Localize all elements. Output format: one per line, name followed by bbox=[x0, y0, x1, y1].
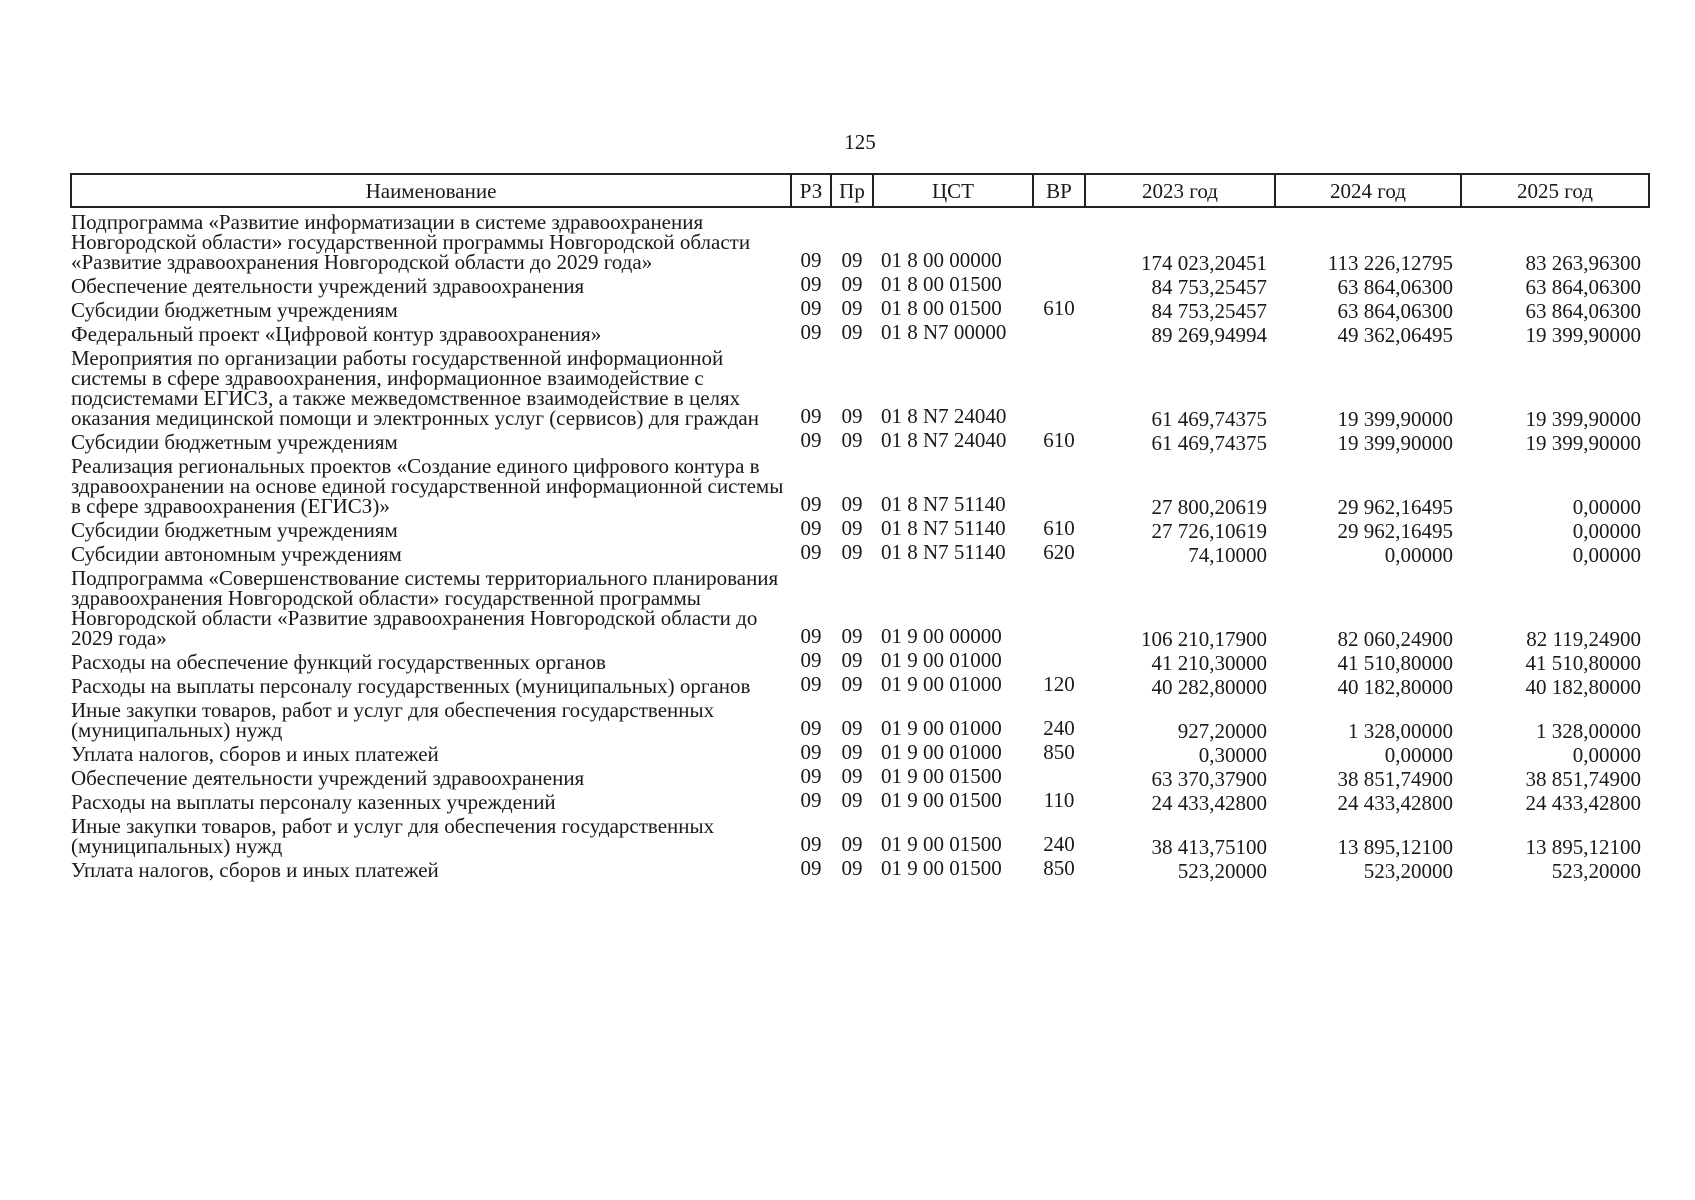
row-2024: 523,20000 bbox=[1363, 859, 1453, 883]
row-vr bbox=[1033, 454, 1085, 518]
row-name: Субсидии бюджетным учреждениям bbox=[71, 430, 398, 454]
row-rz: 09 bbox=[800, 540, 822, 564]
row-2025: 38 851,74900 bbox=[1525, 767, 1641, 791]
row-name: Подпрограмма «Совершенствование системы территориального планирования здравоохранения Новгородской области» государственной программы Новгородской области «Развитие здравоохранения Новгородской области до 2029 года» bbox=[71, 566, 779, 650]
row-cst: 01 9 00 01500 bbox=[881, 832, 1002, 856]
row-2025: 523,20000 bbox=[1551, 859, 1641, 883]
row-vr: 620 bbox=[1043, 540, 1075, 564]
row-2024: 1 328,00000 bbox=[1348, 719, 1453, 743]
table-row bbox=[71, 518, 1649, 542]
row-name: Расходы на обеспечение функций государственных органов bbox=[71, 650, 606, 674]
header-2024: 2024 год bbox=[1275, 174, 1461, 207]
header-2025: 2025 год bbox=[1461, 174, 1649, 207]
row-2025: 0,00000 bbox=[1572, 519, 1641, 543]
table-row bbox=[71, 346, 1649, 430]
row-rz: 09 bbox=[800, 624, 822, 648]
row-2025: 40 182,80000 bbox=[1525, 675, 1641, 699]
row-cst: 01 9 00 01500 bbox=[881, 764, 1002, 788]
row-2025: 41 510,80000 bbox=[1525, 651, 1641, 675]
row-2023: 84 753,25457 bbox=[1151, 275, 1267, 299]
header-rz: РЗ bbox=[791, 174, 831, 207]
row-rz: 09 bbox=[800, 648, 822, 672]
header-name: Наименование bbox=[71, 174, 791, 207]
row-rz: 09 bbox=[800, 296, 822, 320]
row-pr: 09 bbox=[841, 672, 863, 696]
table-row bbox=[71, 858, 1649, 882]
row-2023: 24 433,42800 bbox=[1151, 791, 1267, 815]
table-row bbox=[71, 298, 1649, 322]
row-name: Мероприятия по организации работы государственной информационной системы в сфере здравоохранения, информационное взаимодействие с подсистемами ЕГИСЗ, а также межведомственное взаимодействие в целях оказания медицинской помощи и электронных услуг (сервисов) для граждан bbox=[71, 346, 759, 430]
row-2024: 19 399,90000 bbox=[1337, 407, 1453, 431]
row-2024: 29 962,16495 bbox=[1337, 519, 1453, 543]
row-vr: 240 bbox=[1043, 832, 1075, 856]
row-rz: 09 bbox=[800, 516, 822, 540]
row-vr bbox=[1033, 566, 1085, 650]
header-cst: ЦСТ bbox=[873, 174, 1033, 207]
table-row bbox=[71, 322, 1649, 346]
row-2024: 63 864,06300 bbox=[1337, 299, 1453, 323]
row-pr: 09 bbox=[841, 540, 863, 564]
row-2025: 0,00000 bbox=[1572, 543, 1641, 567]
row-name: Подпрограмма «Развитие информатизации в системе здравоохранения Новгородской области» государственной программы Новгородской области «Развитие здравоохранения Новгородской области до 2029 года» bbox=[71, 210, 751, 274]
row-cst: 01 8 00 01500 bbox=[881, 296, 1002, 320]
row-2024: 49 362,06495 bbox=[1337, 323, 1453, 347]
row-pr: 09 bbox=[841, 248, 863, 272]
row-name: Субсидии бюджетным учреждениям bbox=[71, 298, 398, 322]
row-2024: 113 226,12795 bbox=[1327, 251, 1453, 275]
row-vr: 850 bbox=[1043, 740, 1075, 764]
row-2024: 0,00000 bbox=[1384, 543, 1453, 567]
row-cst: 01 9 00 01000 bbox=[881, 716, 1002, 740]
row-vr: 240 bbox=[1043, 716, 1075, 740]
row-pr: 09 bbox=[841, 716, 863, 740]
row-name: Иные закупки товаров, работ и услуг для обеспечения государственных (муниципальных) нужд bbox=[71, 814, 715, 858]
row-rz: 09 bbox=[800, 272, 822, 296]
row-pr: 09 bbox=[841, 764, 863, 788]
row-2025: 19 399,90000 bbox=[1525, 431, 1641, 455]
row-rz: 09 bbox=[800, 428, 822, 452]
header-vr: ВР bbox=[1033, 174, 1085, 207]
row-2025: 19 399,90000 bbox=[1525, 407, 1641, 431]
table-row bbox=[71, 566, 1649, 650]
row-2025: 63 864,06300 bbox=[1525, 275, 1641, 299]
row-2023: 38 413,75100 bbox=[1151, 835, 1267, 859]
row-cst: 01 8 N7 51140 bbox=[881, 540, 1006, 564]
row-rz: 09 bbox=[800, 788, 822, 812]
row-name: Уплата налогов, сборов и иных платежей bbox=[71, 742, 439, 766]
table-row bbox=[71, 454, 1649, 518]
row-pr: 09 bbox=[841, 492, 863, 516]
row-name: Расходы на выплаты персоналу казенных учреждений bbox=[71, 790, 556, 814]
row-cst: 01 8 00 01500 bbox=[881, 272, 1002, 296]
row-2023: 106 210,17900 bbox=[1141, 627, 1267, 651]
row-2025: 0,00000 bbox=[1572, 495, 1641, 519]
table-row bbox=[71, 274, 1649, 298]
row-2023: 61 469,74375 bbox=[1151, 431, 1267, 455]
row-2025: 83 263,96300 bbox=[1525, 251, 1641, 275]
header-pr: Пр bbox=[831, 174, 873, 207]
row-cst: 01 9 00 01500 bbox=[881, 856, 1002, 880]
row-pr: 09 bbox=[841, 404, 863, 428]
row-pr: 09 bbox=[841, 296, 863, 320]
row-vr: 610 bbox=[1043, 296, 1075, 320]
row-rz: 09 bbox=[800, 740, 822, 764]
row-pr: 09 bbox=[841, 428, 863, 452]
row-cst: 01 9 00 00000 bbox=[881, 624, 1002, 648]
table-row bbox=[71, 542, 1649, 566]
row-2024: 0,00000 bbox=[1384, 743, 1453, 767]
row-vr: 610 bbox=[1043, 428, 1075, 452]
row-2025: 1 328,00000 bbox=[1536, 719, 1641, 743]
row-cst: 01 8 00 00000 bbox=[881, 248, 1002, 272]
row-pr: 09 bbox=[841, 272, 863, 296]
row-rz: 09 bbox=[800, 492, 822, 516]
row-cst: 01 9 00 01000 bbox=[881, 648, 1002, 672]
row-pr: 09 bbox=[841, 856, 863, 880]
row-name: Федеральный проект «Цифровой контур здравоохранения» bbox=[71, 322, 602, 346]
row-2023: 40 282,80000 bbox=[1151, 675, 1267, 699]
row-2023: 89 269,94994 bbox=[1151, 323, 1267, 347]
row-2024: 40 182,80000 bbox=[1337, 675, 1453, 699]
budget-table bbox=[70, 173, 1650, 882]
row-cst: 01 8 N7 51140 bbox=[881, 492, 1006, 516]
table-row bbox=[71, 650, 1649, 674]
row-rz: 09 bbox=[800, 764, 822, 788]
row-pr: 09 bbox=[841, 516, 863, 540]
row-2023: 523,20000 bbox=[1177, 859, 1267, 883]
row-2023: 41 210,30000 bbox=[1151, 651, 1267, 675]
row-2024: 19 399,90000 bbox=[1337, 431, 1453, 455]
row-rz: 09 bbox=[800, 672, 822, 696]
row-2025: 19 399,90000 bbox=[1525, 323, 1641, 347]
row-cst: 01 8 N7 24040 bbox=[881, 404, 1007, 428]
row-cst: 01 8 N7 51140 bbox=[881, 516, 1006, 540]
row-name: Реализация региональных проектов «Создание единого цифрового контура в здравоохранении на основе единой государственной информационной системы в сфере здравоохранения (ЕГИСЗ)» bbox=[71, 454, 784, 518]
row-2023: 927,20000 bbox=[1177, 719, 1267, 743]
row-rz: 09 bbox=[800, 716, 822, 740]
row-name: Обеспечение деятельности учреждений здравоохранения bbox=[71, 274, 585, 298]
row-2025: 0,00000 bbox=[1572, 743, 1641, 767]
row-vr bbox=[1033, 274, 1085, 298]
header-row bbox=[71, 174, 1649, 207]
table-row bbox=[71, 698, 1649, 742]
row-pr: 09 bbox=[841, 320, 863, 344]
row-pr: 09 bbox=[841, 788, 863, 812]
table-row bbox=[71, 790, 1649, 814]
row-vr bbox=[1033, 322, 1085, 346]
row-2023: 74,10000 bbox=[1188, 543, 1267, 567]
row-name: Субсидии автономным учреждениям bbox=[71, 542, 402, 566]
row-2024: 29 962,16495 bbox=[1337, 495, 1453, 519]
table-row bbox=[71, 766, 1649, 790]
page-number: 125 bbox=[844, 130, 876, 154]
table-row bbox=[71, 674, 1649, 698]
row-cst: 01 8 N7 00000 bbox=[881, 320, 1007, 344]
row-name: Уплата налогов, сборов и иных платежей bbox=[71, 858, 439, 882]
row-2025: 24 433,42800 bbox=[1525, 791, 1641, 815]
row-cst: 01 9 00 01500 bbox=[881, 788, 1002, 812]
row-2024: 38 851,74900 bbox=[1337, 767, 1453, 791]
row-rz: 09 bbox=[800, 320, 822, 344]
row-2023: 0,30000 bbox=[1198, 743, 1267, 767]
table-row bbox=[71, 430, 1649, 454]
row-pr: 09 bbox=[841, 740, 863, 764]
row-vr: 120 bbox=[1043, 672, 1075, 696]
row-pr: 09 bbox=[841, 832, 863, 856]
row-rz: 09 bbox=[800, 856, 822, 880]
row-2024: 13 895,12100 bbox=[1337, 835, 1453, 859]
table-row bbox=[71, 814, 1649, 858]
row-2024: 24 433,42800 bbox=[1337, 791, 1453, 815]
row-cst: 01 9 00 01000 bbox=[881, 672, 1002, 696]
row-vr bbox=[1033, 207, 1085, 274]
table-row bbox=[71, 742, 1649, 766]
row-2025: 82 119,24900 bbox=[1526, 627, 1641, 651]
row-vr bbox=[1033, 766, 1085, 790]
row-name: Расходы на выплаты персоналу государственных (муниципальных) органов bbox=[71, 674, 751, 698]
row-rz: 09 bbox=[800, 248, 822, 272]
row-2025: 63 864,06300 bbox=[1525, 299, 1641, 323]
row-pr: 09 bbox=[841, 624, 863, 648]
row-vr: 610 bbox=[1043, 516, 1075, 540]
row-2024: 41 510,80000 bbox=[1337, 651, 1453, 675]
row-2023: 174 023,20451 bbox=[1141, 251, 1267, 275]
row-2025: 13 895,12100 bbox=[1525, 835, 1641, 859]
row-pr: 09 bbox=[841, 648, 863, 672]
row-2024: 82 060,24900 bbox=[1337, 627, 1453, 651]
row-rz: 09 bbox=[800, 404, 822, 428]
row-name: Субсидии бюджетным учреждениям bbox=[71, 518, 398, 542]
row-name: Обеспечение деятельности учреждений здравоохранения bbox=[71, 766, 585, 790]
row-cst: 01 9 00 01000 bbox=[881, 740, 1002, 764]
row-2023: 61 469,74375 bbox=[1151, 407, 1267, 431]
row-vr: 110 bbox=[1043, 788, 1075, 812]
table-header bbox=[71, 174, 1649, 207]
row-name: Иные закупки товаров, работ и услуг для обеспечения государственных (муниципальных) нужд bbox=[71, 698, 715, 742]
row-vr bbox=[1033, 346, 1085, 430]
table-body bbox=[71, 207, 1649, 882]
row-2023: 63 370,37900 bbox=[1151, 767, 1267, 791]
row-vr: 850 bbox=[1043, 856, 1075, 880]
header-2023: 2023 год bbox=[1085, 174, 1275, 207]
row-2024: 63 864,06300 bbox=[1337, 275, 1453, 299]
row-2023: 27 800,20619 bbox=[1151, 495, 1267, 519]
row-rz: 09 bbox=[800, 832, 822, 856]
row-2023: 84 753,25457 bbox=[1151, 299, 1267, 323]
row-2023: 27 726,10619 bbox=[1151, 519, 1267, 543]
row-cst: 01 8 N7 24040 bbox=[881, 428, 1007, 452]
table-row bbox=[71, 207, 1649, 274]
row-vr bbox=[1033, 650, 1085, 674]
